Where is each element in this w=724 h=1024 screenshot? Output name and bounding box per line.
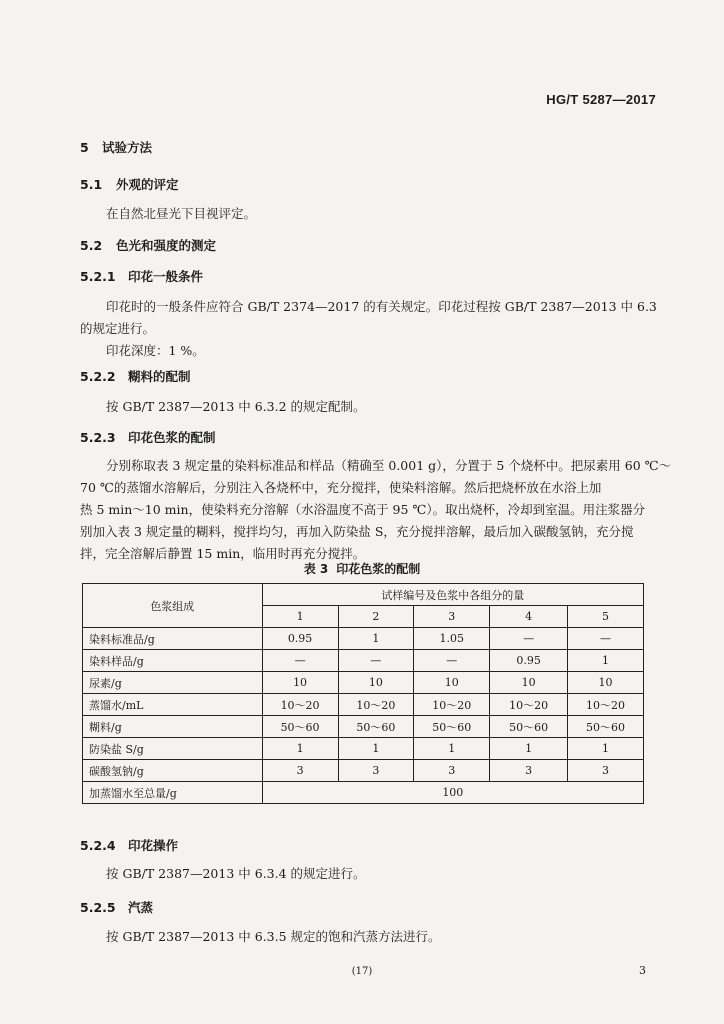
cell-value: 10～20 — [414, 694, 490, 716]
heading-number: 5.2.1 — [80, 269, 116, 284]
column-header-samples: 试样编号及色浆中各组分的量 — [262, 584, 643, 606]
total-value: 100 — [262, 782, 643, 804]
heading-number: 5.2.3 — [80, 430, 116, 445]
paragraph-line: 印花时的一般条件应符合 GB/T 2374—2017 的有关规定。印花过程按 GB/T 2387—2013 中 6.3 — [106, 299, 657, 314]
column-header-composition: 色浆组成 — [83, 584, 263, 628]
row-label: 染料标准品/g — [83, 628, 263, 650]
paragraph-line: 的规定进行。 — [80, 321, 156, 336]
heading-title: 色光和强度的测定 — [116, 238, 217, 253]
cell-value: — — [414, 650, 490, 672]
row-label: 蒸馏水/mL — [83, 694, 263, 716]
paragraph-line: 拌，完全溶解后静置 15 min，临用时再充分搅拌。 — [80, 546, 366, 561]
heading-title: 汽蒸 — [128, 900, 154, 915]
cell-value: 3 — [262, 760, 338, 782]
cell-value: 3 — [490, 760, 568, 782]
table-total-row — [83, 782, 644, 804]
table-row — [83, 760, 644, 782]
cell-value: 10～20 — [338, 694, 414, 716]
heading-5-2 — [80, 236, 216, 254]
heading-title: 糊料的配制 — [128, 369, 191, 384]
heading-number: 5.2.5 — [80, 900, 116, 915]
cell-value: 1 — [490, 738, 568, 760]
heading-5-2-5 — [80, 898, 153, 916]
sample-number: 4 — [490, 606, 568, 628]
table-row — [83, 628, 644, 650]
cell-value: 3 — [414, 760, 490, 782]
cell-value: 1 — [338, 738, 414, 760]
sample-number: 1 — [262, 606, 338, 628]
cell-value: 10～20 — [568, 694, 644, 716]
paragraph-5-2-5: 按 GB/T 2387—2013 中 6.3.5 规定的饱和汽蒸方法进行。 — [106, 929, 441, 944]
cell-value: 1 — [338, 628, 414, 650]
paragraph-line: 热 5 min～10 min，使染料充分溶解（水浴温度不高于 95 ℃）。取出烧杯，冷却到室温。用注浆器分 — [80, 502, 646, 517]
cell-value: 10 — [262, 672, 338, 694]
cell-value: 0.95 — [262, 628, 338, 650]
cell-value: — — [262, 650, 338, 672]
heading-number: 5.2.2 — [80, 369, 116, 384]
row-label: 尿素/g — [83, 672, 263, 694]
table-header-row — [83, 584, 644, 606]
cell-value: 50～60 — [414, 716, 490, 738]
cell-value: — — [568, 628, 644, 650]
sample-number: 3 — [414, 606, 490, 628]
heading-5-2-2 — [80, 367, 191, 385]
heading-title: 印花一般条件 — [128, 269, 204, 284]
cell-value: 0.95 — [490, 650, 568, 672]
heading-number: 5.2 — [80, 238, 103, 253]
heading-title: 印花色浆的配制 — [128, 430, 216, 445]
footer-page-marker: (17) — [351, 966, 373, 977]
cell-value: 1 — [568, 738, 644, 760]
cell-value: 1 — [262, 738, 338, 760]
heading-5-1 — [80, 175, 179, 193]
table-row — [83, 650, 644, 672]
cell-value: 1.05 — [414, 628, 490, 650]
table-caption — [0, 560, 724, 577]
heading-number: 5 — [80, 140, 89, 155]
paragraph-line: 别加入表 3 规定量的糊料，搅拌均匀，再加入防染盐 S，充分搅拌溶解，最后加入碳酸氢钠，充分搅 — [80, 524, 634, 539]
heading-title: 试验方法 — [102, 140, 153, 155]
cell-value: — — [490, 628, 568, 650]
heading-5-2-1 — [80, 267, 203, 285]
sample-number: 2 — [338, 606, 414, 628]
table-row — [83, 738, 644, 760]
heading-number: 5.2.4 — [80, 838, 116, 853]
row-label: 糊料/g — [83, 716, 263, 738]
paragraph-5-2-2: 按 GB/T 2387—2013 中 6.3.2 的规定配制。 — [106, 399, 366, 414]
row-label: 防染盐 S/g — [83, 738, 263, 760]
cell-value: 10 — [490, 672, 568, 694]
cell-value: 50～60 — [490, 716, 568, 738]
cell-value: 10 — [414, 672, 490, 694]
cell-value: 1 — [568, 650, 644, 672]
paragraph-line: 分别称取表 3 规定量的染料标准品和样品（精确至 0.001 g），分置于 5 个烧杯中。把尿素用 60 ℃～ — [106, 458, 672, 473]
paragraph-5-1: 在自然北昼光下目视评定。 — [106, 206, 257, 221]
table-body — [83, 628, 644, 782]
cell-value: 50～60 — [568, 716, 644, 738]
recipe-table — [82, 583, 644, 804]
heading-title: 外观的评定 — [116, 177, 179, 192]
heading-5-2-4 — [80, 836, 178, 854]
cell-value: 10～20 — [490, 694, 568, 716]
sample-number: 5 — [568, 606, 644, 628]
paragraph-line: 70 ℃的蒸馏水溶解后，分别注入各烧杯中，充分搅拌，使染料溶解。然后把烧杯放在水浴上加 — [80, 480, 602, 495]
heading-5 — [80, 138, 152, 156]
print-depth: 印花深度：1 %。 — [106, 343, 205, 358]
table-caption-title: 印花色浆的配制 — [336, 562, 421, 576]
cell-value: — — [338, 650, 414, 672]
heading-5-2-3 — [80, 428, 216, 446]
heading-number: 5.1 — [80, 177, 103, 192]
cell-value: 3 — [568, 760, 644, 782]
cell-value: 3 — [338, 760, 414, 782]
cell-value: 10～20 — [262, 694, 338, 716]
row-label: 碳酸氢钠/g — [83, 760, 263, 782]
standard-code: HG/T 5287—2017 — [546, 92, 656, 107]
cell-value: 50～60 — [262, 716, 338, 738]
row-label: 加蒸馏水至总量/g — [83, 782, 263, 804]
cell-value: 10 — [568, 672, 644, 694]
table-row — [83, 672, 644, 694]
table-row — [83, 716, 644, 738]
footer-page-number: 3 — [639, 964, 646, 977]
heading-title: 印花操作 — [128, 838, 179, 853]
paragraph-5-2-4: 按 GB/T 2387—2013 中 6.3.4 的规定进行。 — [106, 866, 366, 881]
cell-value: 50～60 — [338, 716, 414, 738]
row-label: 染料样品/g — [83, 650, 263, 672]
table-caption-number: 表 3 — [303, 562, 329, 576]
cell-value: 10 — [338, 672, 414, 694]
table-row — [83, 694, 644, 716]
cell-value: 1 — [414, 738, 490, 760]
